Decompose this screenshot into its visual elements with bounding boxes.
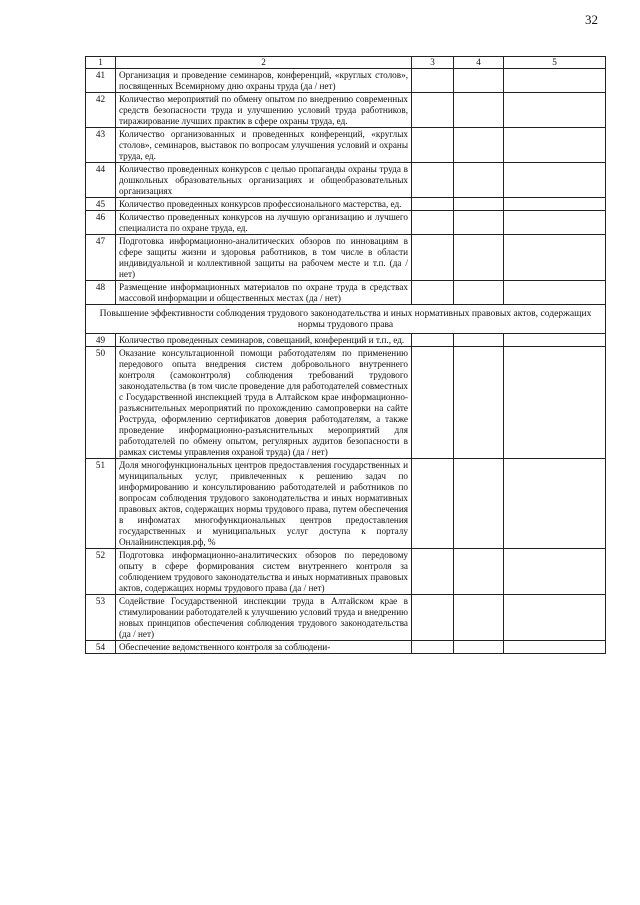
indicator-text: Размещение информационных материалов по охране труда в средствах массовой информации и общественных местах (да / нет) <box>116 281 412 305</box>
row-number: 50 <box>86 347 116 459</box>
value-cell-3 <box>412 347 454 459</box>
table-row <box>86 641 606 654</box>
indicators-table <box>85 56 606 654</box>
value-cell-5 <box>504 334 606 347</box>
value-cell-3 <box>412 334 454 347</box>
table-row <box>86 163 606 198</box>
indicator-text: Содействие Государственной инспекции труда в Алтайском крае в стимулировании работодателей к улучшению условий труда и внедрению новых принципов обеспечения соблюдения трудового законодательства (да / нет) <box>116 595 412 641</box>
row-number: 41 <box>86 69 116 93</box>
value-cell-5 <box>504 235 606 281</box>
value-cell-5 <box>504 69 606 93</box>
table-row <box>86 334 606 347</box>
row-number: 48 <box>86 281 116 305</box>
value-cell-3 <box>412 549 454 595</box>
table-row <box>86 549 606 595</box>
table-header-row <box>86 57 606 69</box>
row-number: 53 <box>86 595 116 641</box>
value-cell-3 <box>412 641 454 654</box>
table-row <box>86 93 606 128</box>
row-number: 46 <box>86 211 116 235</box>
table-row <box>86 281 606 305</box>
table-row <box>86 347 606 459</box>
indicator-text: Количество организованных и проведенных конференций, «круглых столов», семинаров, выставок по вопросам улучшения условий и охраны труда, ед. <box>116 128 412 163</box>
row-number: 51 <box>86 459 116 549</box>
table-row <box>86 128 606 163</box>
column-header-4: 4 <box>454 57 504 69</box>
column-header-5: 5 <box>504 57 606 69</box>
indicator-text: Количество проведенных семинаров, совещаний, конференций и т.п., ед. <box>116 334 412 347</box>
value-cell-4 <box>454 459 504 549</box>
value-cell-4 <box>454 235 504 281</box>
column-header-3: 3 <box>412 57 454 69</box>
column-header-2: 2 <box>116 57 412 69</box>
value-cell-4 <box>454 595 504 641</box>
value-cell-5 <box>504 93 606 128</box>
value-cell-5 <box>504 459 606 549</box>
value-cell-3 <box>412 459 454 549</box>
value-cell-3 <box>412 198 454 211</box>
value-cell-5 <box>504 595 606 641</box>
table-row <box>86 459 606 549</box>
value-cell-5 <box>504 163 606 198</box>
indicator-text: Количество проведенных конкурсов на лучшую организацию и лучшего специалиста по охране труда, ед. <box>116 211 412 235</box>
column-header-1: 1 <box>86 57 116 69</box>
value-cell-3 <box>412 281 454 305</box>
row-number: 45 <box>86 198 116 211</box>
value-cell-3 <box>412 211 454 235</box>
value-cell-4 <box>454 641 504 654</box>
row-number: 44 <box>86 163 116 198</box>
value-cell-3 <box>412 93 454 128</box>
value-cell-4 <box>454 549 504 595</box>
indicator-text: Подготовка информационно-аналитических обзоров по передовому опыту в сфере формирования систем внутреннего контроля за соблюдением трудового законодательства и иных нормативных правовых актов, содержащих нормы трудового права (да / нет) <box>116 549 412 595</box>
value-cell-4 <box>454 211 504 235</box>
section-title: Повышение эффективности соблюдения трудового законодательства и иных нормативных правовых актов, содержащих нормы трудового права <box>86 305 606 334</box>
indicator-text: Доля многофункциональных центров предоставления государственных и муниципальных услуг, привлеченных к решению задач по информированию и консультированию работодателей и работников по вопросам соблюдения трудового законодательства и иных нормативных правовых актов, содержащих нормы трудового права, путем обеспечения в инфоматах многофункциональных центров предоставления государственных и муниципальных услуг доступа к порталу Онлайнинспекция.рф, % <box>116 459 412 549</box>
value-cell-5 <box>504 198 606 211</box>
value-cell-4 <box>454 347 504 459</box>
table-row <box>86 595 606 641</box>
indicator-text: Подготовка информационно-аналитических обзоров по инновациям в сфере защиты жизни и здоровья работников, в том числе в области индивидуальной и коллективной защиты на рабочем месте и т.п. (да / нет) <box>116 235 412 281</box>
value-cell-5 <box>504 128 606 163</box>
value-cell-4 <box>454 69 504 93</box>
indicator-text: Количество проведенных конкурсов с целью пропаганды охраны труда в дошкольных образовательных организациях и общеобразовательных организациях <box>116 163 412 198</box>
table-body-part-1 <box>86 69 606 305</box>
value-cell-3 <box>412 595 454 641</box>
table-body-part-2 <box>86 334 606 654</box>
page-number: 32 <box>585 12 598 27</box>
section-block <box>86 305 606 334</box>
row-number: 42 <box>86 93 116 128</box>
indicator-text: Обеспечение ведомственного контроля за соблюдени- <box>116 641 412 654</box>
section-header-row <box>86 305 606 334</box>
value-cell-4 <box>454 128 504 163</box>
value-cell-4 <box>454 281 504 305</box>
row-number: 49 <box>86 334 116 347</box>
value-cell-3 <box>412 128 454 163</box>
value-cell-4 <box>454 163 504 198</box>
value-cell-4 <box>454 198 504 211</box>
indicator-text: Количество проведенных конкурсов профессионального мастерства, ед. <box>116 198 412 211</box>
value-cell-5 <box>504 211 606 235</box>
value-cell-3 <box>412 69 454 93</box>
table-row <box>86 69 606 93</box>
row-number: 52 <box>86 549 116 595</box>
value-cell-3 <box>412 235 454 281</box>
value-cell-4 <box>454 93 504 128</box>
table-row <box>86 198 606 211</box>
row-number: 47 <box>86 235 116 281</box>
indicator-text: Организация и проведение семинаров, конференций, «круглых столов», посвященных Всемирному дню охраны труда (да / нет) <box>116 69 412 93</box>
row-number: 43 <box>86 128 116 163</box>
value-cell-5 <box>504 549 606 595</box>
table-row <box>86 211 606 235</box>
value-cell-5 <box>504 641 606 654</box>
value-cell-5 <box>504 281 606 305</box>
value-cell-5 <box>504 347 606 459</box>
indicator-text: Оказание консультационной помощи работодателям по применению передового опыта внедрения систем добровольного внутреннего контроля (самоконтроля) соблюдения требований трудового законодательства (в том числе проведение для работодателей совместных с Государственной инспекцией труда в Алтайском крае информационно-разъяснительных мероприятий по прохождению самопроверки на сайте Роструда, оформлению сертификатов доверия работодателям, а также проведение информационно-разъяснительных мероприятий для работодателей по обмену опытом, регулярных аудитов безопасности в рамках системы управления охраной труда) (да / нет) <box>116 347 412 459</box>
table-row <box>86 235 606 281</box>
value-cell-4 <box>454 334 504 347</box>
indicator-text: Количество мероприятий по обмену опытом по внедрению современных средств безопасности труда и улучшению условий труда работников, тиражирование лучших практик в сфере охраны труда, ед. <box>116 93 412 128</box>
row-number: 54 <box>86 641 116 654</box>
value-cell-3 <box>412 163 454 198</box>
